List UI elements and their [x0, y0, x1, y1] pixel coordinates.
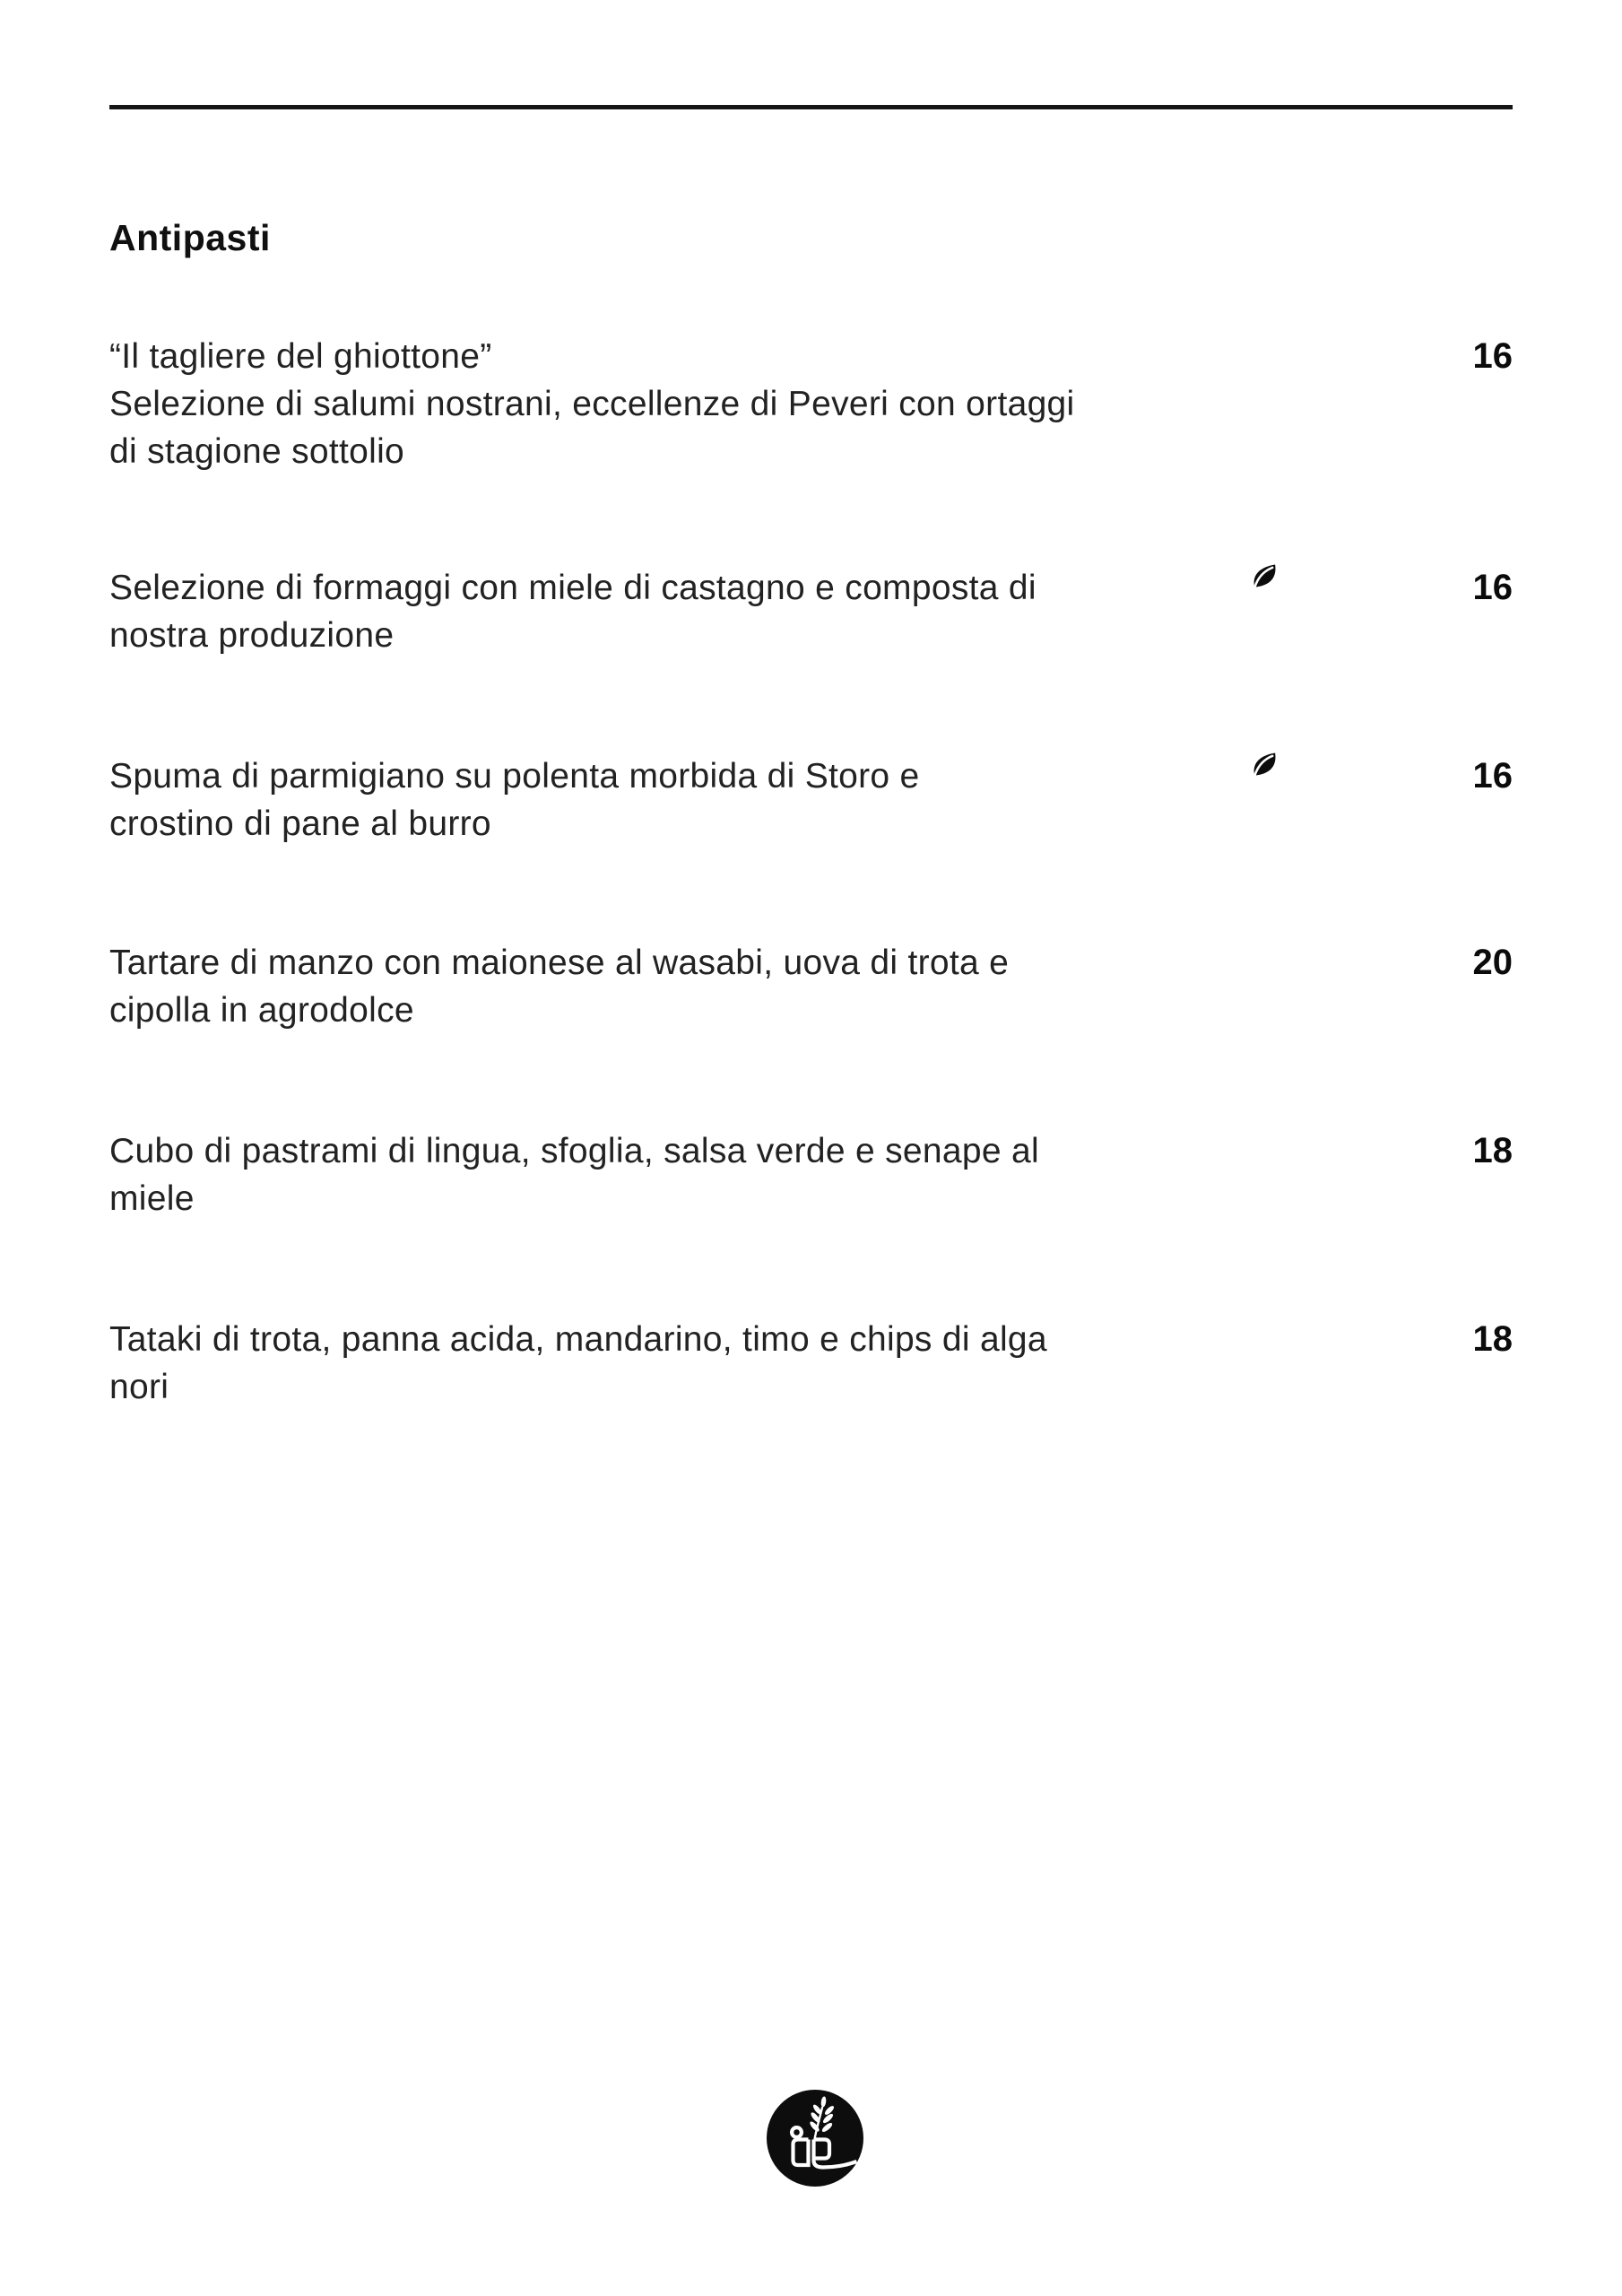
leaf-icon	[1250, 561, 1278, 592]
menu-item-description-line: Spuma di parmigiano su polenta morbida di Storo e	[109, 757, 920, 796]
menu-item-price: 16	[1472, 756, 1513, 796]
menu-item-description-line: nori	[109, 1368, 169, 1406]
section-title: Antipasti	[109, 217, 271, 259]
menu-item-price: 16	[1472, 568, 1513, 607]
menu-item-price: 18	[1472, 1319, 1513, 1359]
menu-item-lines	[109, 333, 1513, 475]
menu-item	[109, 1316, 1513, 1411]
menu-item-description-line: nostra produzione	[109, 616, 395, 655]
menu-item	[109, 333, 1513, 475]
menu-item-description-line: Selezione di formaggi con miele di castagno e composta di	[109, 569, 1037, 607]
menu-item-description-line: miele	[109, 1179, 195, 1218]
menu-item-price: 20	[1472, 943, 1513, 982]
menu-item-lines	[109, 564, 1513, 659]
leaf-icon	[1250, 750, 1278, 780]
menu-item	[109, 1127, 1513, 1222]
menu-item-description-line: di stagione sottolio	[109, 432, 405, 471]
menu-item-description-line: cipolla in agrodolce	[109, 991, 414, 1030]
menu-item-price: 18	[1472, 1131, 1513, 1170]
menu-item-lines	[109, 1316, 1513, 1411]
menu-item	[109, 939, 1513, 1034]
top-divider-rule	[109, 105, 1513, 109]
menu-item-description-line: Cubo di pastrami di lingua, sfoglia, salsa verde e senape al	[109, 1132, 1039, 1170]
menu-item-lines	[109, 752, 1513, 848]
menu-item-description-line: crostino di pane al burro	[109, 804, 491, 843]
menu-item	[109, 752, 1513, 848]
wheat-monogram-logo-icon	[767, 2090, 863, 2187]
menu-item	[109, 564, 1513, 659]
menu-item-lines	[109, 939, 1513, 1034]
menu-item-description-line: Tataki di trota, panna acida, mandarino, timo e chips di alga	[109, 1320, 1047, 1359]
menu-item-name: “Il tagliere del ghiottone”	[109, 337, 492, 376]
menu-item-price: 16	[1472, 336, 1513, 376]
menu-item-description-line: Selezione di salumi nostrani, eccellenze di Peveri con ortaggi	[109, 385, 1075, 423]
menu-item-lines	[109, 1127, 1513, 1222]
menu-item-description-line: Tartare di manzo con maionese al wasabi, uova di trota e	[109, 944, 1010, 982]
